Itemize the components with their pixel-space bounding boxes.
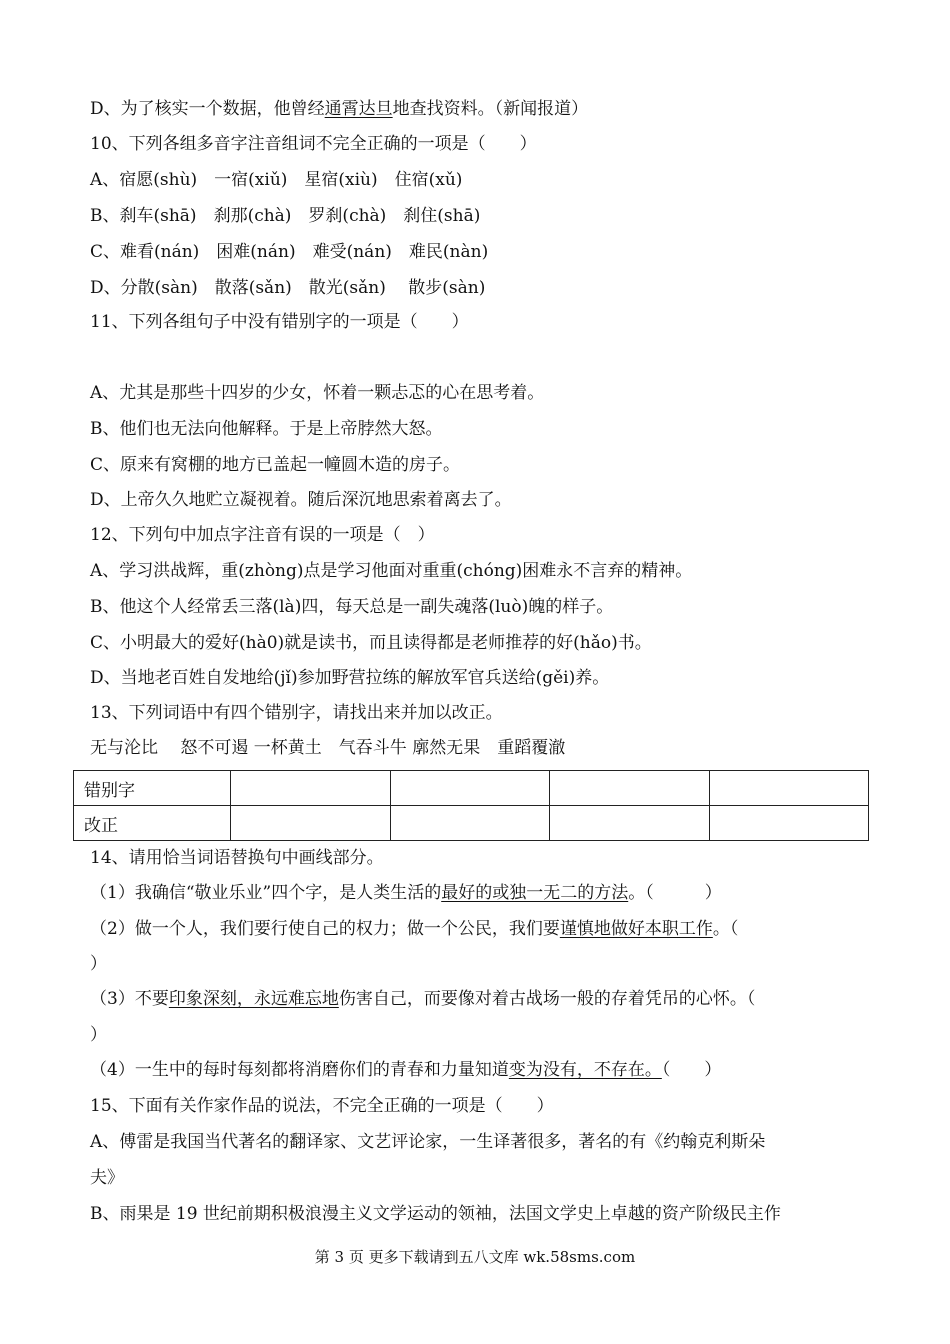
answer-cell[interactable] <box>709 771 869 806</box>
q10-option-b: B、刹车(shā) 刹那(chà) 罗刹(chà) 刹住(shā) <box>90 206 481 226</box>
q15-stem: 15、下面有关作家作品的说法，不完全正确的一项是（ ） <box>90 1096 554 1116</box>
q14-s1-blank: 。（ ） <box>628 883 722 903</box>
q10-option-a: A、宿愿(shù) 一宿(xiǔ) 星宿(xiù) 住宿(xǔ) <box>90 170 463 190</box>
q12-option-b: B、他这个人经常丢三落(là)四，每天总是一副失魂落(luò)魄的样子。 <box>90 597 614 617</box>
q14-sentence-2 <box>90 918 738 940</box>
q14-s4-blank: （ ） <box>661 1060 722 1080</box>
q9-option-d-underlined: 通霄达旦 <box>324 99 393 119</box>
q11-stem: 11、下列各组句子中没有错别字的一项是（ ） <box>90 312 469 332</box>
q12-option-c: C、小明最大的爱好(hà0)就是读书，而且读得都是老师推荐的好(hǎo)书。 <box>90 633 652 653</box>
q12-option-d: D、当地老百姓自发地给(jǐ)参加野营拉练的解放军官兵送给(gěi)养。 <box>90 668 610 688</box>
q11-option-c: C、原来有窝棚的地方已盖起一幢圆木造的房子。 <box>90 455 461 475</box>
q12-stem: 12、下列句中加点字注音有误的一项是（ ） <box>90 525 435 545</box>
q11-option-a: A、尤其是那些十四岁的少女，怀着一颗忐忑的心在思考着。 <box>90 383 545 403</box>
q15-option-a-line1: A、傅雷是我国当代著名的翻译家、文艺评论家，一生译著很多，著名的有《约翰克利斯朵 <box>90 1132 766 1152</box>
q13-words: 无与沦比 怒不可遏 一杯黄土 气吞斗牛 廓然无果 重蹈覆澈 <box>90 738 566 758</box>
page-footer: 第 3 页 更多下载请到五八文库 wk.58sms.com <box>314 1248 636 1266</box>
q14-s1-text: （1）我确信“敬业乐业”四个字，是人类生活的 <box>90 883 442 903</box>
q13-stem: 13、下列词语中有四个错别字，请找出来并加以改正。 <box>90 703 503 723</box>
answer-cell[interactable] <box>231 771 391 806</box>
q14-s4-text: （4）一生中的每时每刻都将消磨你们的青春和力量知道 <box>90 1060 509 1080</box>
q9-option-d-text: D、为了核实一个数据，他曾经 <box>90 99 325 119</box>
q14-sentence-1 <box>90 882 722 904</box>
q11-option-d: D、上帝久久地贮立凝视着。随后深沉地思索着离去了。 <box>90 490 512 510</box>
row-label-correction: 改正 <box>74 806 231 841</box>
q9-option-d <box>90 98 588 120</box>
answer-cell[interactable] <box>550 771 710 806</box>
q15-option-a-line2: 夫》 <box>90 1168 124 1188</box>
correction-table <box>73 770 869 841</box>
q14-sentence-4 <box>90 1059 721 1081</box>
q14-s2-tail: 。（ <box>712 919 739 939</box>
q14-s3-text: （3）不要 <box>90 989 169 1009</box>
answer-cell[interactable] <box>390 771 550 806</box>
q14-s4-underlined: 变为没有，不存在。 <box>508 1060 662 1080</box>
answer-cell[interactable] <box>390 806 550 841</box>
q14-s2-text: （2）做一个人，我们要行使自己的权力；做一个公民，我们要 <box>90 919 560 939</box>
q14-s3-underlined: 印象深刻，永远难忘地 <box>168 989 339 1009</box>
answer-cell[interactable] <box>550 806 710 841</box>
q14-sentence-3 <box>90 988 755 1010</box>
q14-s3-close: ） <box>90 1025 107 1045</box>
q11-option-b: B、他们也无法向他解释。于是上帝脖然大怒。 <box>90 419 443 439</box>
table-row <box>74 806 869 841</box>
q14-s2-underlined: 谨慎地做好本职工作 <box>559 919 713 939</box>
q10-stem: 10、下列各组多音字注音组词不完全正确的一项是（ ） <box>90 134 537 154</box>
table-row <box>74 771 869 806</box>
q10-option-d: D、分散(sàn) 散落(sǎn) 散光(sǎn) 散步(sàn) <box>90 278 486 298</box>
q14-s3-tail: 伤害自己，而要像对着古战场一般的存着凭吊的心怀。（ <box>338 989 756 1009</box>
q14-s2-close: ） <box>90 954 107 974</box>
answer-cell[interactable] <box>231 806 391 841</box>
q14-stem: 14、请用恰当词语替换句中画线部分。 <box>90 848 384 868</box>
q12-option-a: A、学习洪战辉，重(zhòng)点是学习他面对重重(chóng)困难永不言弃的精神。 <box>90 561 693 581</box>
q10-option-c: C、难看(nán) 困难(nán) 难受(nán) 难民(nàn) <box>90 242 489 262</box>
q9-option-d-tail: 地查找资料。（新闻报道） <box>392 99 589 119</box>
row-label-wrong-chars: 错别字 <box>74 771 231 806</box>
q15-option-b-line1: B、雨果是 19 世纪前期积极浪漫主义文学运动的领袖，法国文学史上卓越的资产阶级民主作 <box>90 1204 781 1224</box>
q14-s1-underlined: 最好的或独一无二的方法 <box>441 883 629 903</box>
answer-cell[interactable] <box>709 806 869 841</box>
